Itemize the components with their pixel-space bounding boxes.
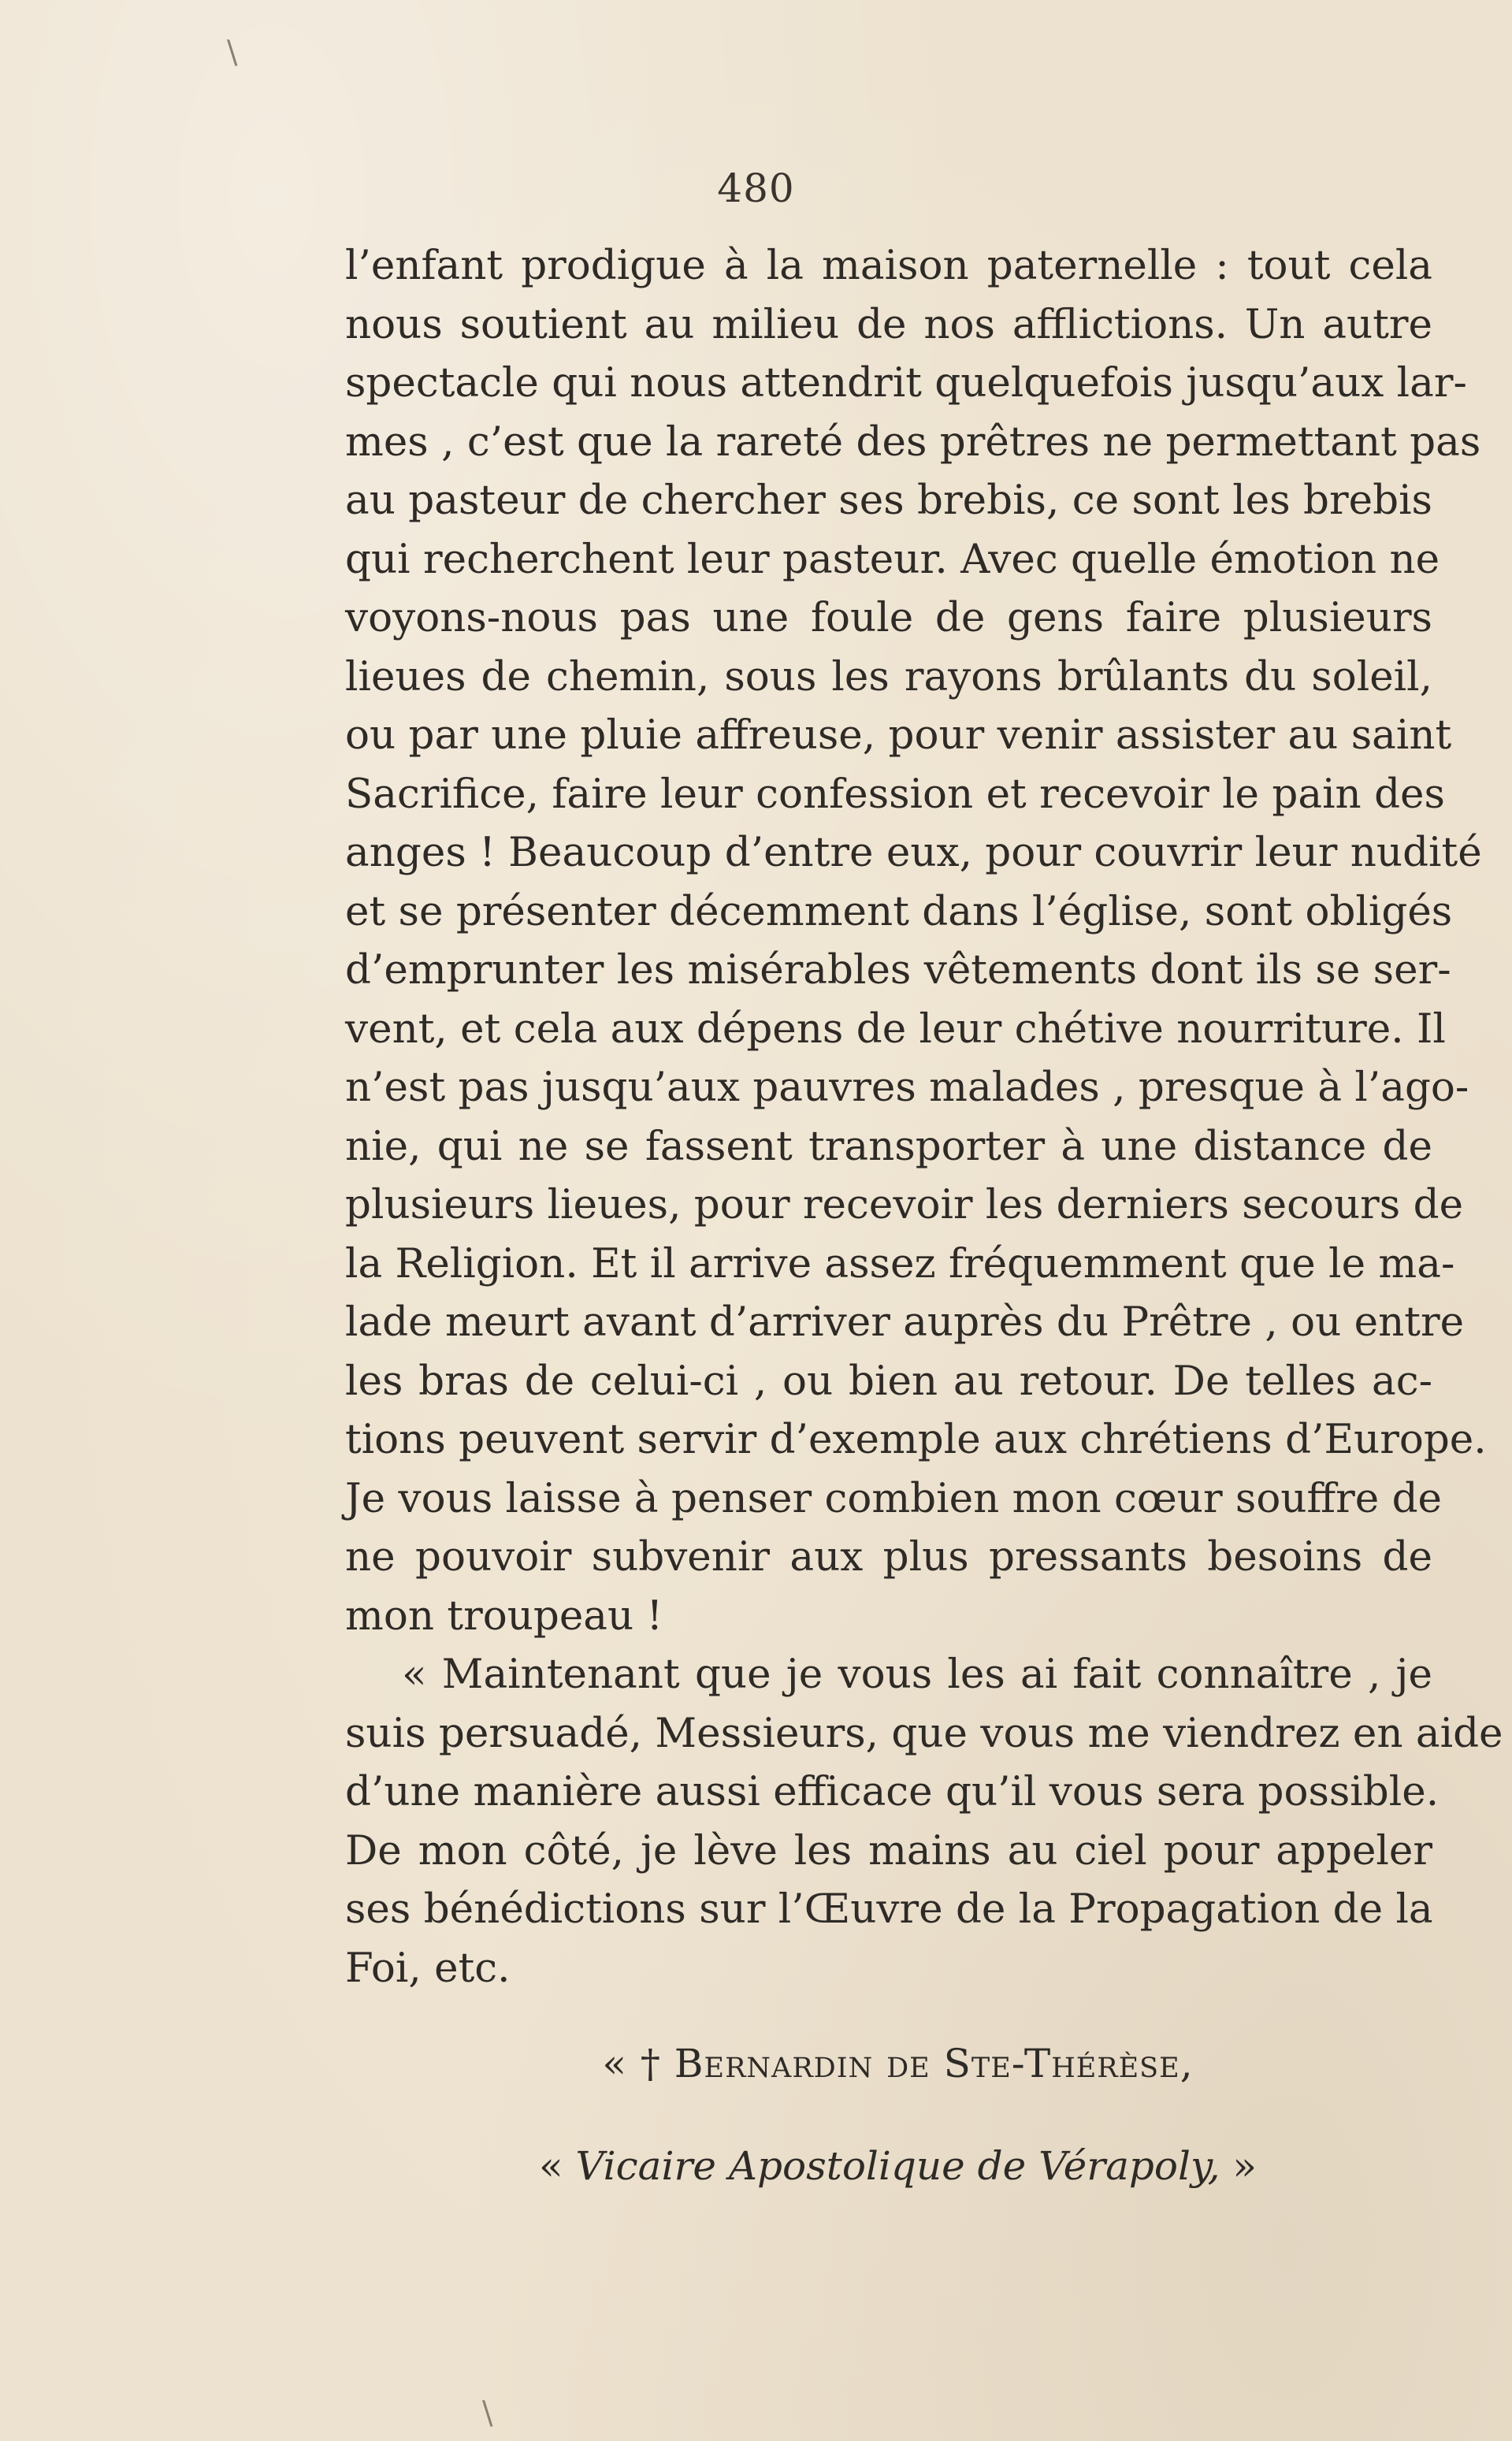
text-line: et se présenter décemment dans l’église, sont obligés bbox=[345, 887, 1453, 935]
text-line: anges ! Beaucoup d’entre eux, pour couvrir leur nudité bbox=[345, 829, 1482, 876]
text-line: mon troupeau ! bbox=[345, 1592, 663, 1640]
text-line: la Religion. Et il arrive assez fréquemment que le ma- bbox=[345, 1239, 1455, 1287]
text-line: au pasteur de chercher ses brebis, ce sont les brebis bbox=[345, 477, 1432, 524]
text-line: Je vous laisse à penser combien mon cœur souffre de bbox=[345, 1474, 1443, 1522]
text-line: les bras de celui-ci , ou bien au retour. De telles ac- bbox=[345, 1357, 1432, 1405]
text-line: d’emprunter les misérables vêtements dont ils se ser- bbox=[345, 946, 1451, 994]
signature-title-line bbox=[0, 2143, 1512, 2189]
text-line: d’une manière aussi efficace qu’il vous sera possible. bbox=[345, 1768, 1440, 1815]
body-text bbox=[345, 236, 1503, 1997]
signature-name-line bbox=[0, 2041, 1512, 2086]
text-line: spectacle qui nous attendrit quelquefois jusqu’aux lar- bbox=[345, 359, 1467, 407]
text-line: ou par une pluie affreuse, pour venir assister au saint bbox=[345, 711, 1452, 759]
signature-title: Vicaire Apostolique de Vérapoly, bbox=[575, 2143, 1220, 2189]
signature-title-open-quote: « bbox=[538, 2143, 576, 2189]
text-line: n’est pas jusqu’aux pauvres malades , presque à l’ago- bbox=[345, 1064, 1469, 1111]
text-line: Foi, etc. bbox=[345, 1944, 511, 1992]
text-line: « Maintenant que je vous les ai fait connaître , je bbox=[402, 1651, 1432, 1698]
text-line: l’enfant prodigue à la maison paternelle : tout cela bbox=[345, 242, 1432, 289]
text-line: vent, et cela aux dépens de leur chétive nourriture. Il bbox=[345, 1005, 1446, 1053]
text-line: lade meurt avant d’arriver auprès du Prêtre , ou entre bbox=[345, 1299, 1465, 1346]
text-line: mes , c’est que la rareté des prêtres ne permettant pas bbox=[345, 418, 1481, 466]
text-line: De mon côté, je lève les mains au ciel pour appeler bbox=[345, 1826, 1432, 1874]
text-line: lieues de chemin, sous les rayons brûlants du soleil, bbox=[345, 652, 1432, 700]
text-line: suis persuadé, Messieurs, que vous me viendrez en aide bbox=[345, 1709, 1503, 1757]
signature-prefix: « † bbox=[602, 2041, 674, 2086]
text-line: ses bénédictions sur l’Œuvre de la Propagation de la bbox=[345, 1886, 1433, 1933]
text-line: ne pouvoir subvenir aux plus pressants besoins de bbox=[345, 1533, 1432, 1581]
margin-mark: \ bbox=[227, 35, 238, 71]
text-line: nous soutient au milieu de nos afflictions. Un autre bbox=[345, 300, 1432, 348]
page-number: 480 bbox=[717, 165, 795, 211]
text-line: voyons-nous pas une foule de gens faire plusieurs bbox=[345, 594, 1432, 641]
signature-name: Bernardin de Ste-Thérèse, bbox=[674, 2041, 1194, 2086]
text-line: plusieurs lieues, pour recevoir les derniers secours de bbox=[345, 1181, 1464, 1228]
text-line: qui recherchent leur pasteur. Avec quelle émotion ne bbox=[345, 535, 1440, 583]
margin-mark: \ bbox=[482, 2395, 493, 2432]
text-line: tions peuvent servir d’exemple aux chrétiens d’Europe. bbox=[345, 1416, 1487, 1463]
text-line: nie, qui ne se fassent transporter à une distance de bbox=[345, 1122, 1432, 1170]
signature-title-close-quote: » bbox=[1220, 2143, 1258, 2189]
text-line: Sacrifice, faire leur confession et recevoir le pain des bbox=[345, 770, 1445, 818]
